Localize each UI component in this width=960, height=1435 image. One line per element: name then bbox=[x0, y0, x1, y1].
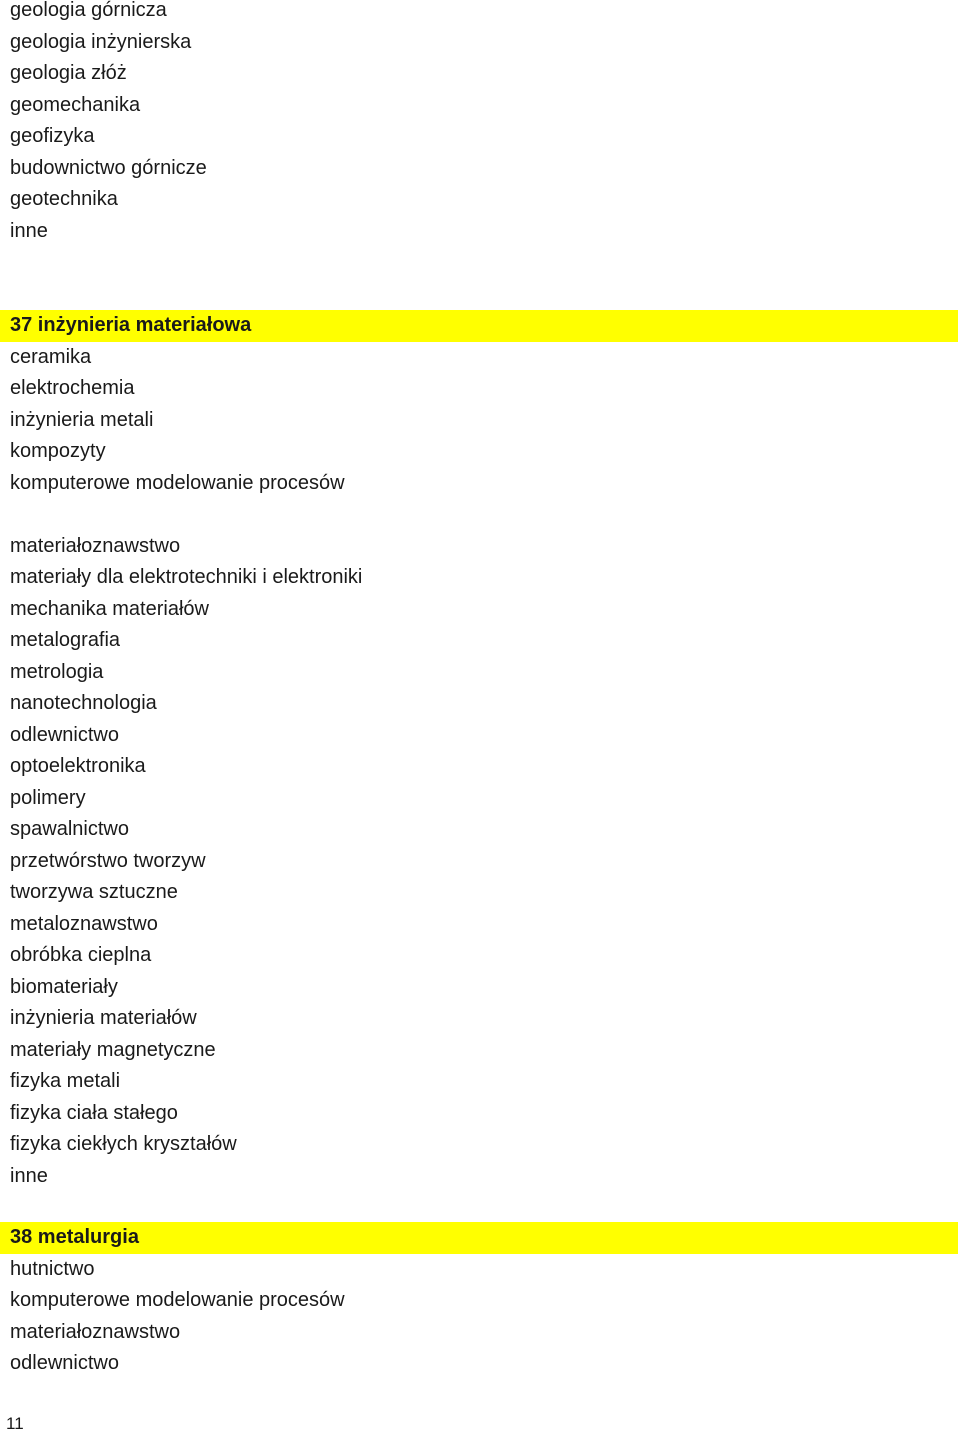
section-heading: 37 inżynieria materiałowa bbox=[0, 310, 958, 342]
list-item: materiałoznawstwo bbox=[10, 1320, 181, 1343]
list-item: tworzywa sztuczne bbox=[10, 881, 178, 903]
list-item: geologia górnicza bbox=[10, 0, 167, 21]
section-prev-list bbox=[0, 0, 958, 247]
list-item: biomateriały bbox=[10, 975, 118, 998]
list-item: geomechanika bbox=[10, 93, 141, 116]
list-item: geologia inżynierska bbox=[10, 30, 192, 53]
list-item: inne bbox=[10, 1164, 48, 1187]
section-37 bbox=[0, 310, 958, 1192]
list-item: hutnictwo bbox=[10, 1257, 95, 1280]
list-item: mechanika materiałów bbox=[10, 597, 209, 620]
list-item: inżynieria materiałów bbox=[10, 1007, 197, 1029]
list-item: optoelektronika bbox=[10, 755, 146, 777]
list-item: obróbka cieplna bbox=[10, 944, 152, 966]
list-item: ceramika bbox=[10, 345, 92, 368]
list-item: przetwórstwo tworzyw bbox=[10, 849, 206, 872]
list-item: fizyka ciała stałego bbox=[10, 1101, 178, 1124]
list-item: materiałoznawstwo bbox=[10, 534, 181, 557]
list-item: metrologia bbox=[10, 660, 104, 683]
list-item: elektrochemia bbox=[10, 377, 135, 399]
list-item: spawalnictwo bbox=[10, 818, 129, 840]
list-item: inne bbox=[10, 219, 48, 242]
list-item: polimery bbox=[10, 786, 86, 809]
list-item: materiały magnetyczne bbox=[10, 1038, 216, 1061]
list-item: fizyka ciekłych kryształów bbox=[10, 1133, 237, 1155]
list-item: komputerowe modelowanie procesów bbox=[10, 471, 345, 494]
list-item: budownictwo górnicze bbox=[10, 156, 207, 179]
page-number: 11 bbox=[6, 1414, 24, 1433]
list-item: inżynieria metali bbox=[10, 408, 154, 431]
list-item: metaloznawstwo bbox=[10, 912, 158, 935]
section-38 bbox=[0, 1222, 958, 1380]
blank-line bbox=[0, 499, 958, 531]
list-item: komputerowe modelowanie procesów bbox=[10, 1289, 345, 1311]
list-item: geologia złóż bbox=[10, 62, 127, 84]
list-item: geotechnika bbox=[10, 188, 118, 210]
list-item: metalografia bbox=[10, 629, 121, 651]
list-item: fizyka metali bbox=[10, 1070, 121, 1092]
list-item: kompozyty bbox=[10, 440, 106, 462]
section-heading: 38 metalurgia bbox=[0, 1222, 958, 1254]
list-item: odlewnictwo bbox=[10, 1352, 119, 1374]
list-item: nanotechnologia bbox=[10, 692, 157, 714]
list-item: odlewnictwo bbox=[10, 723, 119, 746]
list-item: geofizyka bbox=[10, 125, 95, 147]
list-item: materiały dla elektrotechniki i elektroniki bbox=[10, 566, 363, 588]
